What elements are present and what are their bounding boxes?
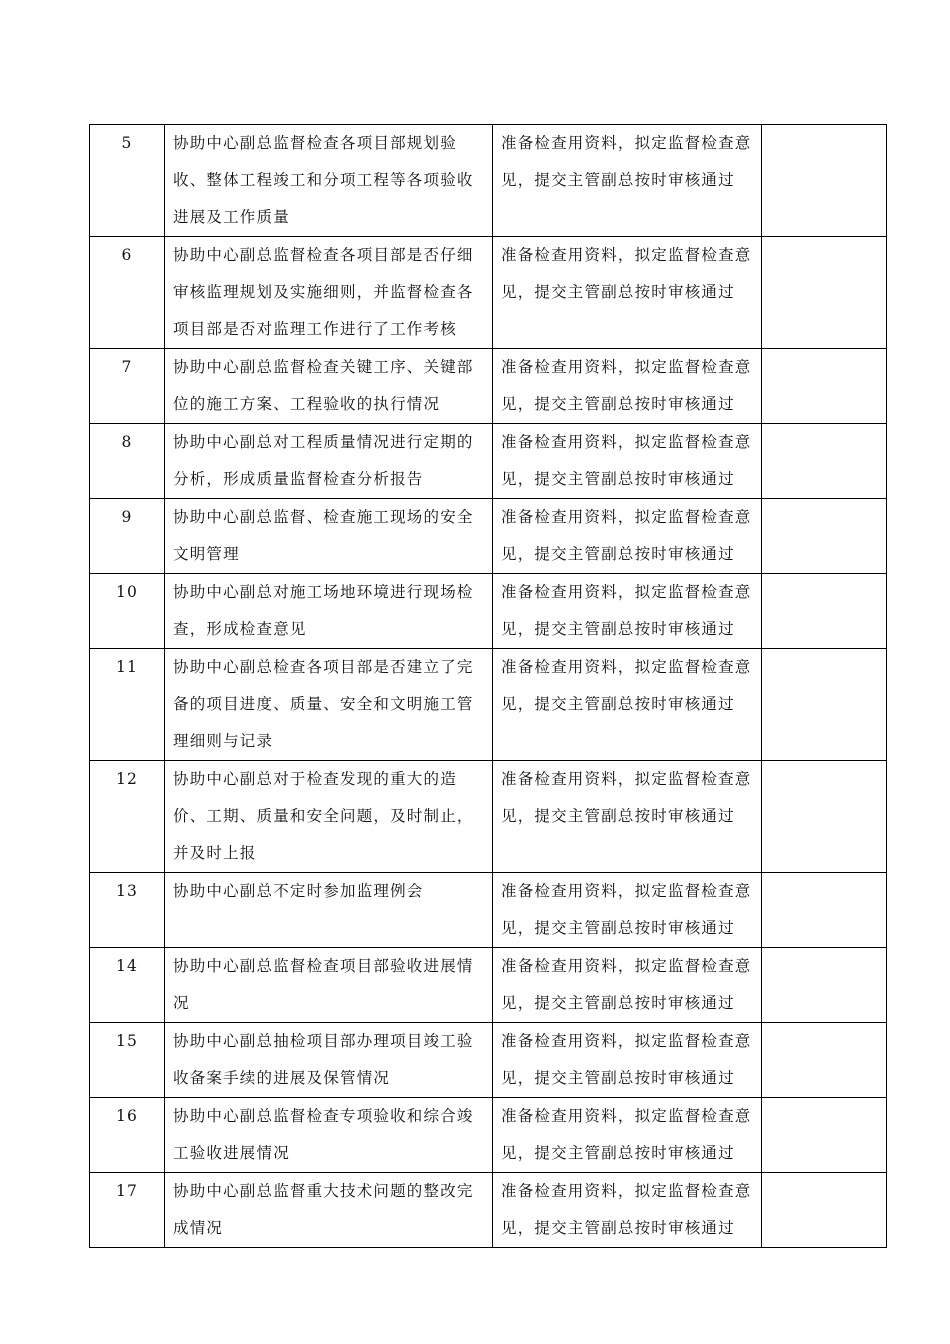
note-cell xyxy=(762,499,887,574)
task-cell: 协助中心副总对工程质量情况进行定期的分析，形成质量监督检查分析报告 xyxy=(165,424,493,499)
note-cell xyxy=(762,873,887,948)
action-cell: 准备检查用资料，拟定监督检查意见，提交主管副总按时审核通过 xyxy=(493,873,762,948)
row-number: 7 xyxy=(90,349,165,424)
table-row xyxy=(90,649,887,761)
row-number: 5 xyxy=(90,125,165,237)
task-cell: 协助中心副总抽检项目部办理项目竣工验收备案手续的进展及保管情况 xyxy=(165,1023,493,1098)
task-cell: 协助中心副总监督检查专项验收和综合竣工验收进展情况 xyxy=(165,1098,493,1173)
row-number: 11 xyxy=(90,649,165,761)
task-cell: 协助中心副总监督检查关键工序、关键部位的施工方案、工程验收的执行情况 xyxy=(165,349,493,424)
task-table xyxy=(89,124,887,1248)
task-cell: 协助中心副总检查各项目部是否建立了完备的项目进度、质量、安全和文明施工管理细则与记录 xyxy=(165,649,493,761)
note-cell xyxy=(762,574,887,649)
task-cell: 协助中心副总不定时参加监理例会 xyxy=(165,873,493,948)
table-row xyxy=(90,574,887,649)
table-row xyxy=(90,499,887,574)
action-cell: 准备检查用资料，拟定监督检查意见，提交主管副总按时审核通过 xyxy=(493,125,762,237)
note-cell xyxy=(762,237,887,349)
row-number: 15 xyxy=(90,1023,165,1098)
note-cell xyxy=(762,125,887,237)
note-cell xyxy=(762,349,887,424)
action-cell: 准备检查用资料，拟定监督检查意见，提交主管副总按时审核通过 xyxy=(493,424,762,499)
row-number: 8 xyxy=(90,424,165,499)
table-row xyxy=(90,125,887,237)
table-row xyxy=(90,1023,887,1098)
table-row xyxy=(90,873,887,948)
row-number: 17 xyxy=(90,1173,165,1248)
row-number: 12 xyxy=(90,761,165,873)
table-row xyxy=(90,948,887,1023)
row-number: 14 xyxy=(90,948,165,1023)
task-cell: 协助中心副总对于检查发现的重大的造价、工期、质量和安全问题，及时制止，并及时上报 xyxy=(165,761,493,873)
row-number: 16 xyxy=(90,1098,165,1173)
table-row xyxy=(90,424,887,499)
action-cell: 准备检查用资料，拟定监督检查意见，提交主管副总按时审核通过 xyxy=(493,349,762,424)
table-row xyxy=(90,349,887,424)
action-cell: 准备检查用资料，拟定监督检查意见，提交主管副总按时审核通过 xyxy=(493,1173,762,1248)
table-row xyxy=(90,1173,887,1248)
action-cell: 准备检查用资料，拟定监督检查意见，提交主管副总按时审核通过 xyxy=(493,761,762,873)
table-row xyxy=(90,237,887,349)
task-cell: 协助中心副总监督检查各项目部是否仔细审核监理规划及实施细则，并监督检查各项目部是否对监理工作进行了工作考核 xyxy=(165,237,493,349)
note-cell xyxy=(762,424,887,499)
note-cell xyxy=(762,761,887,873)
table-row xyxy=(90,1098,887,1173)
note-cell xyxy=(762,649,887,761)
action-cell: 准备检查用资料，拟定监督检查意见，提交主管副总按时审核通过 xyxy=(493,649,762,761)
note-cell xyxy=(762,1173,887,1248)
row-number: 6 xyxy=(90,237,165,349)
task-cell: 协助中心副总对施工场地环境进行现场检查，形成检查意见 xyxy=(165,574,493,649)
row-number: 13 xyxy=(90,873,165,948)
task-cell: 协助中心副总监督检查项目部验收进展情况 xyxy=(165,948,493,1023)
task-cell: 协助中心副总监督重大技术问题的整改完成情况 xyxy=(165,1173,493,1248)
row-number: 9 xyxy=(90,499,165,574)
note-cell xyxy=(762,1098,887,1173)
row-number: 10 xyxy=(90,574,165,649)
note-cell xyxy=(762,948,887,1023)
action-cell: 准备检查用资料，拟定监督检查意见，提交主管副总按时审核通过 xyxy=(493,574,762,649)
action-cell: 准备检查用资料，拟定监督检查意见，提交主管副总按时审核通过 xyxy=(493,948,762,1023)
action-cell: 准备检查用资料，拟定监督检查意见，提交主管副总按时审核通过 xyxy=(493,237,762,349)
action-cell: 准备检查用资料，拟定监督检查意见，提交主管副总按时审核通过 xyxy=(493,1098,762,1173)
task-cell: 协助中心副总监督、检查施工现场的安全文明管理 xyxy=(165,499,493,574)
action-cell: 准备检查用资料，拟定监督检查意见，提交主管副总按时审核通过 xyxy=(493,1023,762,1098)
action-cell: 准备检查用资料，拟定监督检查意见，提交主管副总按时审核通过 xyxy=(493,499,762,574)
table-row xyxy=(90,761,887,873)
note-cell xyxy=(762,1023,887,1098)
task-cell: 协助中心副总监督检查各项目部规划验收、整体工程竣工和分项工程等各项验收进展及工作质量 xyxy=(165,125,493,237)
